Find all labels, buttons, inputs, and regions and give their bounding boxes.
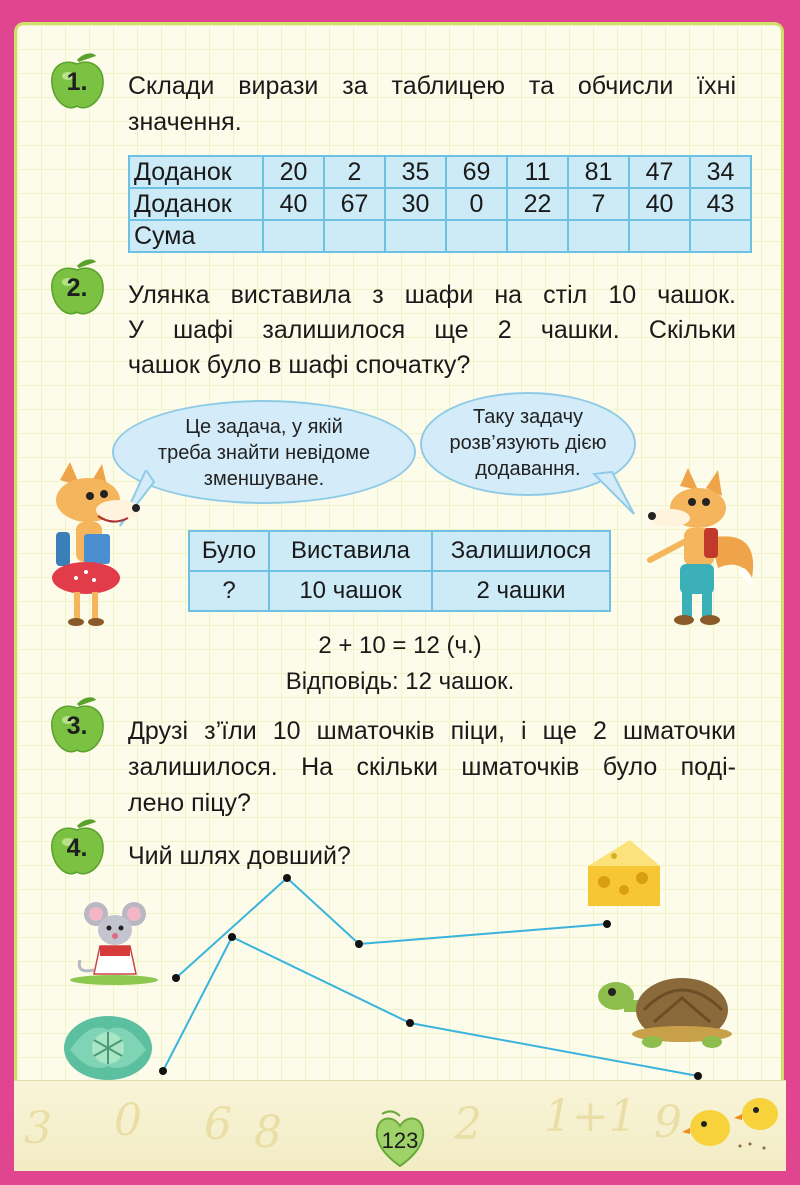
path-point — [694, 1072, 702, 1080]
bubble-line: зменшуване. — [203, 468, 325, 490]
table-cell: 20 — [263, 156, 324, 188]
task-2-line-1: Улянка виставила з шафи на стіл 10 чашок. — [128, 281, 736, 309]
table-row — [129, 220, 751, 252]
empty-cell — [385, 220, 446, 252]
table-row — [189, 531, 610, 571]
empty-cell — [263, 220, 324, 252]
task-number-apple — [48, 256, 106, 318]
task-number: 2. — [66, 274, 88, 302]
bubble-line: Таку задачу — [472, 406, 584, 428]
chicks-icon — [680, 1088, 790, 1154]
table-cell: 35 — [385, 156, 446, 188]
task-3-line-1: Друзі з’їли 10 шматочків піци, і ще 2 шматочки — [128, 717, 736, 745]
task-number: 3. — [66, 712, 88, 740]
cheese-icon — [584, 836, 664, 910]
cabbage-icon — [60, 1010, 156, 1084]
task-1-line-2: значення. — [128, 108, 242, 136]
path-point — [228, 933, 236, 941]
table-header: Виставила — [269, 531, 432, 571]
solution-equation: 2 + 10 = 12 (ч.) — [318, 632, 482, 659]
table-cell: 10 чашок — [269, 571, 432, 611]
mouse-path — [176, 878, 607, 978]
path-point — [355, 940, 363, 948]
table-cell: 47 — [629, 156, 690, 188]
path-point — [406, 1019, 414, 1027]
table-cell: 34 — [690, 156, 751, 188]
task-4-text: Чий шлях довший? — [128, 842, 351, 870]
table-cell: 2 чашки — [432, 571, 610, 611]
task-2-table — [188, 530, 611, 612]
table-cell: ? — [189, 571, 269, 611]
row-label: Сума — [129, 220, 263, 252]
bubble-tail-icon — [590, 470, 640, 520]
empty-cell — [446, 220, 507, 252]
table-header: Було — [189, 531, 269, 571]
table-row — [129, 188, 751, 220]
empty-cell — [324, 220, 385, 252]
decorative-number-strip: 3 0 6 8 2 1+1 9 — [14, 1080, 786, 1171]
task-3-line-3: лено піцу? — [128, 789, 251, 817]
bubble-line: розв’язують дією — [449, 432, 607, 454]
path-point — [159, 1067, 167, 1075]
table-cell: 69 — [446, 156, 507, 188]
table-cell: 40 — [629, 188, 690, 220]
table-cell: 43 — [690, 188, 751, 220]
table-cell: 11 — [507, 156, 568, 188]
table-header: Залишилося — [432, 531, 610, 571]
fox-girl-illustration — [40, 460, 150, 630]
solution-answer: Відповідь: 12 чашок. — [285, 668, 515, 695]
task-number: 4. — [66, 834, 88, 862]
path-point — [603, 920, 611, 928]
task-2-line-2: У шафі залишилося ще 2 чашки. Скільки — [128, 316, 736, 344]
task-number-apple — [48, 694, 106, 756]
table-row — [129, 156, 751, 188]
table-cell: 40 — [263, 188, 324, 220]
empty-cell — [568, 220, 629, 252]
bubble-line: треба знайти невідоме — [157, 442, 371, 464]
page-number: 123 — [381, 1128, 419, 1153]
table-row — [189, 571, 610, 611]
sum-table — [128, 155, 752, 253]
bubble-line: додавання. — [475, 458, 581, 480]
empty-cell — [629, 220, 690, 252]
path-point — [172, 974, 180, 982]
bubble-line: Це задача, у якій — [185, 416, 343, 438]
task-2-line-3: чашок було в шафі спочатку? — [128, 351, 471, 379]
table-cell: 67 — [324, 188, 385, 220]
table-cell: 2 — [324, 156, 385, 188]
row-label: Доданок — [129, 188, 263, 220]
table-cell: 0 — [446, 188, 507, 220]
table-cell: 81 — [568, 156, 629, 188]
path-point — [283, 874, 291, 882]
table-cell: 22 — [507, 188, 568, 220]
row-label: Доданок — [129, 156, 263, 188]
mouse-icon — [66, 900, 162, 986]
task-3-line-2: залишилося. На скільки шматочків було поді- — [128, 753, 736, 781]
page-number-badge — [370, 1108, 430, 1168]
fox-boy-illustration — [640, 468, 760, 628]
table-cell: 7 — [568, 188, 629, 220]
turtle-icon — [594, 970, 740, 1050]
task-1-line-1: Склади вирази за таблицею та обчисли їхні — [128, 72, 736, 100]
empty-cell — [690, 220, 751, 252]
table-cell: 30 — [385, 188, 446, 220]
empty-cell — [507, 220, 568, 252]
task-number: 1. — [66, 68, 88, 96]
task-number-apple — [48, 50, 106, 112]
